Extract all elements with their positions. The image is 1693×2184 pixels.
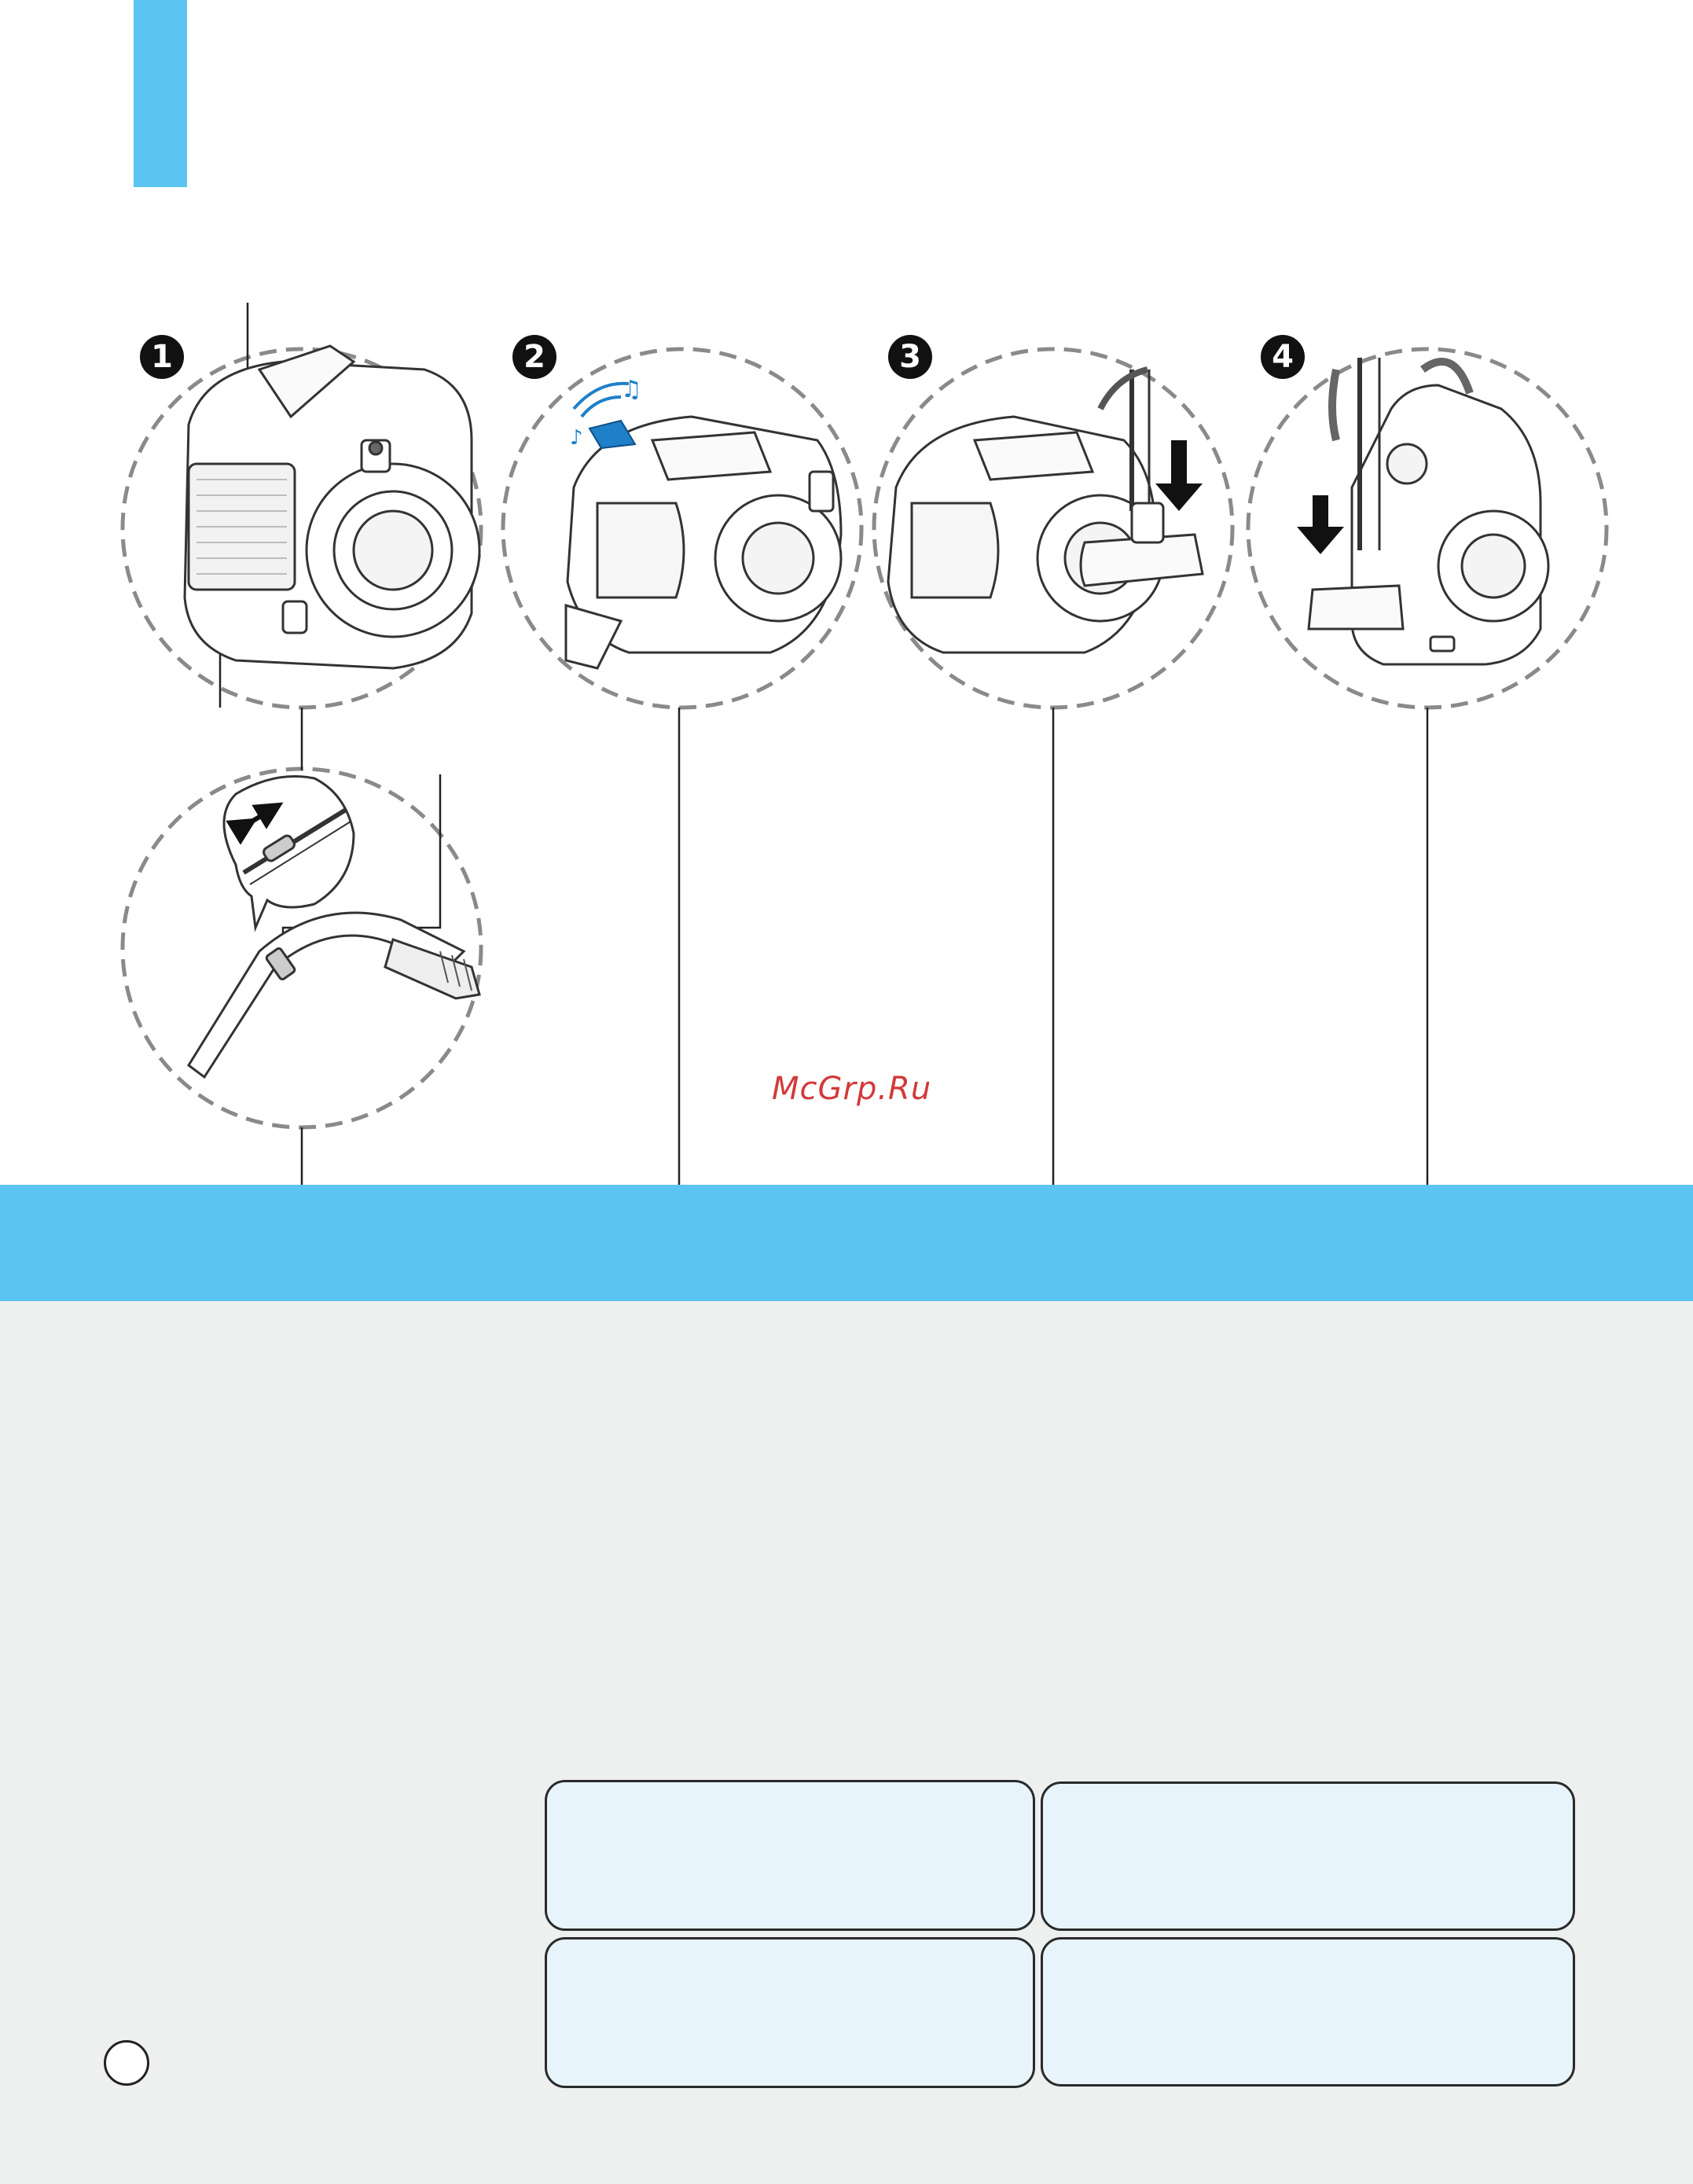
hose-zoom-bubble [224, 777, 354, 928]
step-badge-1: 1 [140, 335, 184, 379]
step-badge-3: 3 [888, 335, 932, 379]
note-box-top-right [1041, 1781, 1575, 1931]
note-box-bottom-left [545, 1937, 1035, 2088]
down-arrow-icon [1155, 440, 1203, 511]
note-box-top-left [545, 1780, 1035, 1931]
down-arrow-icon [1297, 495, 1344, 554]
sound-alert-icon [570, 376, 642, 450]
step-badge-2: 2 [512, 335, 556, 379]
upright-storage-icon [1309, 358, 1548, 664]
section-header-band [0, 1185, 1693, 1301]
hose-handle-icon [189, 913, 479, 1077]
vacuum-front-icon [566, 417, 841, 668]
vacuum-body-icon [185, 346, 479, 668]
svg-text:♫: ♫ [621, 376, 642, 403]
page-number-circle [104, 2040, 149, 2086]
note-box-bottom-right [1041, 1937, 1575, 2087]
svg-text:♪: ♪ [570, 426, 583, 450]
nozzle-parking-icon [888, 370, 1203, 653]
step-badge-4: 4 [1261, 335, 1305, 379]
watermark: McGrp.Ru [772, 1071, 932, 1107]
